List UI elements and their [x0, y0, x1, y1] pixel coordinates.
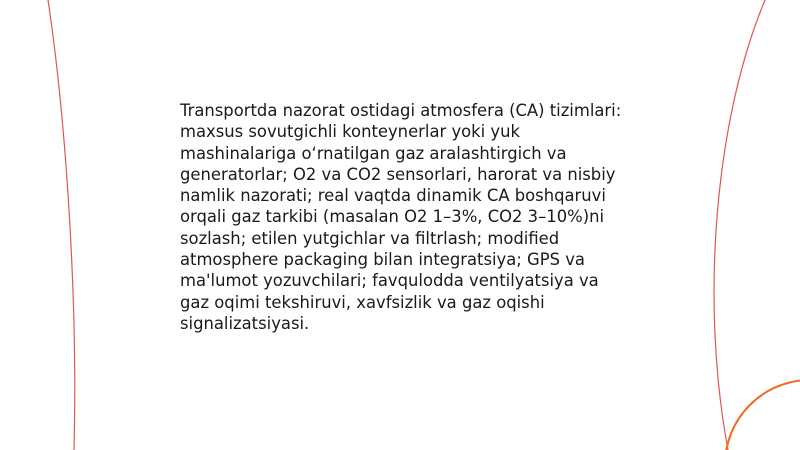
orange-circle-arc — [725, 380, 800, 450]
left-arc — [48, 0, 75, 450]
body-text: Transportda nazorat ostidagi atmosfera (CA) tizimlari: maxsus sovutgichli konteynerlar yoki yuk mashinalariga o‘rnatilgan gaz aralashtirgich va generatorlar; O2 va CO2 sensorlari, harorat va nisbiy namlik nazorati; real vaqtda dinamik CA boshqaruvi orqali gaz tarkibi (masalan O2 1–3%, CO2 3–10%)ni sozlash; etilen yutgichlar va filtrlash; modified atmosphere packaging bilan integratsiya; GPS va ma'lumot yozuvchilari; favqulodda ventilyatsiya va gaz oqimi tekshiruvi, xavfsizlik va gaz oqishi signalizatsiyasi. — [180, 101, 622, 333]
right-arc — [714, 0, 765, 450]
